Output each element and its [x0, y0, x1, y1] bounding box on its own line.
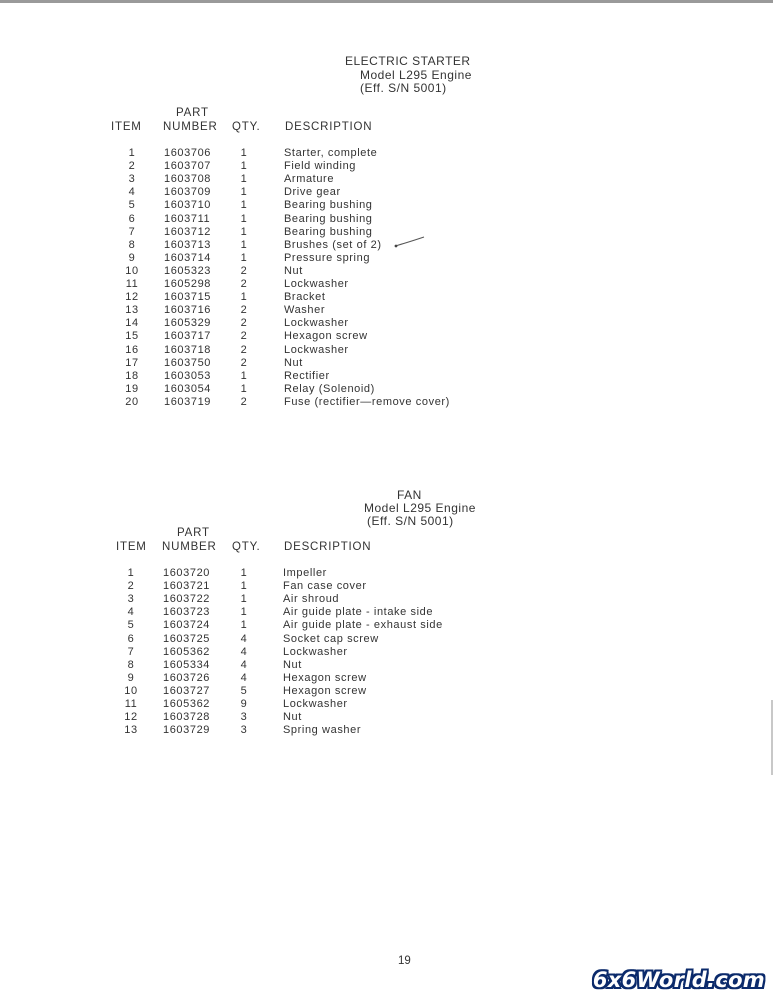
- item-number: 7: [127, 645, 135, 658]
- description: Bearing bushing: [284, 225, 373, 238]
- description: Lockwasher: [284, 317, 349, 330]
- description: Hexagon screw: [283, 684, 367, 697]
- watermark-logo: 6x6World.com: [592, 968, 765, 992]
- quantity: 1: [240, 186, 248, 199]
- quantity: 4: [240, 645, 248, 658]
- quantity: 2: [240, 356, 248, 369]
- quantity: 3: [240, 724, 248, 737]
- description: Pressure spring: [284, 251, 371, 264]
- fan-model: Model L295 Engine: [364, 501, 476, 515]
- description: Lockwasher: [284, 278, 349, 290]
- quantity: 9: [240, 698, 248, 710]
- starter-header-part: PART: [176, 107, 209, 119]
- table-row: [0, 304, 773, 317]
- quantity: 2: [240, 330, 248, 343]
- part-number: 1605298: [164, 278, 212, 290]
- item-number: 6: [128, 212, 136, 225]
- item-number: 13: [124, 724, 138, 737]
- item-number: 17: [125, 356, 139, 369]
- starter-header-number: NUMBER: [163, 121, 218, 133]
- item-number: 8: [128, 238, 136, 251]
- table-row: [0, 265, 773, 278]
- table-row: [0, 646, 773, 659]
- item-number: 3: [128, 173, 136, 186]
- item-number: 10: [124, 684, 138, 697]
- item-number: 14: [125, 317, 139, 330]
- part-number: 1603707: [164, 160, 212, 173]
- table-row: [0, 606, 773, 619]
- item-number: 12: [125, 291, 139, 304]
- quantity: 1: [240, 251, 248, 264]
- part-number: 1603719: [164, 395, 212, 408]
- table-row: [0, 672, 773, 685]
- part-number: 1603727: [163, 684, 211, 697]
- description: Nut: [284, 356, 303, 369]
- description: Starter, complete: [284, 147, 378, 159]
- quantity: 1: [240, 382, 248, 395]
- description: Rectifier: [284, 369, 330, 382]
- table-row: [0, 213, 773, 226]
- description: Air guide plate - intake side: [283, 606, 434, 619]
- part-number: 1603724: [163, 619, 211, 632]
- quantity: 1: [240, 619, 248, 632]
- table-row: [0, 698, 773, 711]
- table-row: [0, 147, 773, 160]
- quantity: 1: [240, 593, 248, 606]
- fan-header-description: DESCRIPTION: [284, 541, 372, 553]
- table-row: [0, 593, 773, 606]
- quantity: 1: [240, 160, 248, 173]
- description: Lockwasher: [283, 698, 348, 710]
- description: Hexagon screw: [284, 330, 368, 343]
- part-number: 1603709: [164, 186, 212, 199]
- table-row: [0, 291, 773, 304]
- quantity: 1: [240, 606, 248, 619]
- item-number: 2: [128, 160, 136, 173]
- starter-eff: (Eff. S/N 5001): [360, 81, 447, 95]
- item-number: 7: [128, 225, 136, 238]
- table-row: [0, 160, 773, 173]
- part-number: 1603717: [164, 330, 212, 343]
- item-number: 16: [125, 343, 139, 356]
- fan-eff: (Eff. S/N 5001): [367, 514, 454, 528]
- part-number: 1603721: [163, 580, 211, 593]
- table-row: [0, 396, 773, 409]
- table-row: [0, 173, 773, 186]
- item-number: 8: [127, 658, 135, 671]
- scan-edge-top: [0, 0, 773, 3]
- part-number: 1603729: [163, 724, 211, 737]
- table-row: [0, 330, 773, 343]
- table-row: [0, 685, 773, 698]
- table-row: [0, 370, 773, 383]
- starter-header-description: DESCRIPTION: [285, 121, 373, 133]
- description: Lockwasher: [284, 343, 349, 356]
- description: Air shroud: [283, 593, 340, 606]
- part-number: 1603716: [164, 304, 212, 317]
- table-row: [0, 199, 773, 212]
- fan-title: FAN: [397, 488, 422, 502]
- quantity: 1: [240, 225, 248, 238]
- description: Brushes (set of 2): [284, 238, 382, 251]
- quantity: 1: [240, 567, 248, 579]
- table-row: [0, 383, 773, 396]
- table-row: [0, 580, 773, 593]
- part-number: 1603714: [164, 251, 212, 264]
- part-number: 1603728: [163, 711, 211, 724]
- description: Nut: [283, 658, 302, 671]
- quantity: 4: [240, 671, 248, 684]
- item-number: 1: [127, 567, 135, 579]
- description: Armature: [284, 173, 335, 186]
- quantity: 4: [240, 632, 248, 645]
- pen-stroke-mark: [394, 236, 426, 250]
- item-number: 20: [125, 395, 139, 408]
- part-number: 1603712: [164, 225, 212, 238]
- item-number: 15: [125, 330, 139, 343]
- description: Bearing bushing: [284, 212, 373, 225]
- table-row: [0, 344, 773, 357]
- item-number: 11: [124, 698, 138, 710]
- part-number: 1603715: [164, 291, 212, 304]
- quantity: 1: [240, 147, 248, 159]
- part-number: 1605362: [163, 698, 211, 710]
- description: Relay (Solenoid): [284, 382, 375, 395]
- starter-title: ELECTRIC STARTER: [345, 54, 471, 68]
- quantity: 3: [240, 711, 248, 724]
- quantity: 5: [240, 684, 248, 697]
- description: Nut: [283, 711, 302, 724]
- item-number: 5: [128, 199, 136, 212]
- description: Bearing bushing: [284, 199, 373, 212]
- description: Nut: [284, 264, 303, 277]
- item-number: 10: [125, 264, 139, 277]
- quantity: 2: [240, 343, 248, 356]
- table-row: [0, 317, 773, 330]
- table-row: [0, 239, 773, 252]
- quantity: 2: [240, 264, 248, 277]
- part-number: 1603726: [163, 671, 211, 684]
- item-number: 6: [127, 632, 135, 645]
- item-number: 19: [125, 382, 139, 395]
- page-number: 19: [398, 955, 411, 967]
- part-number: 1603718: [164, 343, 212, 356]
- table-row: [0, 186, 773, 199]
- starter-model: Model L295 Engine: [360, 68, 472, 82]
- description: Socket cap screw: [283, 632, 379, 645]
- part-number: 1603710: [164, 199, 212, 212]
- part-number: 1603723: [163, 606, 211, 619]
- quantity: 2: [240, 278, 248, 290]
- description: Lockwasher: [283, 645, 348, 658]
- part-number: 1605323: [164, 264, 212, 277]
- quantity: 1: [240, 291, 248, 304]
- quantity: 1: [240, 238, 248, 251]
- fan-header-qty: QTY.: [232, 541, 261, 553]
- table-row: [0, 659, 773, 672]
- quantity: 1: [240, 199, 248, 212]
- part-number: 1603053: [164, 369, 212, 382]
- part-number: 1603720: [163, 567, 211, 579]
- fan-header-number: NUMBER: [162, 541, 217, 553]
- item-number: 1: [128, 147, 136, 159]
- item-number: 5: [127, 619, 135, 632]
- table-row: [0, 226, 773, 239]
- table-row: [0, 619, 773, 632]
- part-number: 1603750: [164, 356, 212, 369]
- quantity: 2: [240, 317, 248, 330]
- description: Spring washer: [283, 724, 362, 737]
- description: Air guide plate - exhaust side: [283, 619, 443, 632]
- description: Impeller: [283, 567, 327, 579]
- table-row: [0, 278, 773, 291]
- item-number: 9: [127, 671, 135, 684]
- quantity: 1: [240, 580, 248, 593]
- description: Fuse (rectifier—remove cover): [284, 395, 450, 408]
- description: Field winding: [284, 160, 357, 173]
- item-number: 18: [125, 369, 139, 382]
- table-row: [0, 567, 773, 580]
- part-number: 1603711: [164, 212, 211, 225]
- fan-header-item: ITEM: [116, 541, 147, 553]
- item-number: 11: [125, 278, 139, 290]
- quantity: 4: [240, 658, 248, 671]
- part-number: 1603725: [163, 632, 211, 645]
- description: Washer: [284, 304, 326, 317]
- starter-header-qty: QTY.: [232, 121, 261, 133]
- item-number: 4: [128, 186, 136, 199]
- item-number: 3: [127, 593, 135, 606]
- fan-header-part: PART: [177, 527, 210, 539]
- quantity: 2: [240, 395, 248, 408]
- description: Fan case cover: [283, 580, 367, 593]
- item-number: 12: [124, 711, 138, 724]
- part-number: 1603722: [163, 593, 211, 606]
- part-number: 1603054: [164, 382, 212, 395]
- table-row: [0, 724, 773, 737]
- starter-header-item: ITEM: [111, 121, 142, 133]
- quantity: 1: [240, 369, 248, 382]
- item-number: 13: [125, 304, 139, 317]
- description: Hexagon screw: [283, 671, 367, 684]
- part-number: 1605329: [164, 317, 212, 330]
- part-number: 1605334: [163, 658, 211, 671]
- quantity: 2: [240, 304, 248, 317]
- table-row: [0, 633, 773, 646]
- part-number: 1603713: [164, 238, 212, 251]
- item-number: 4: [127, 606, 135, 619]
- table-row: [0, 357, 773, 370]
- part-number: 1605362: [163, 645, 211, 658]
- description: Drive gear: [284, 186, 341, 199]
- description: Bracket: [284, 291, 326, 304]
- part-number: 1603706: [164, 147, 212, 159]
- table-row: [0, 711, 773, 724]
- part-number: 1603708: [164, 173, 212, 186]
- table-row: [0, 252, 773, 265]
- quantity: 1: [240, 173, 248, 186]
- item-number: 2: [127, 580, 135, 593]
- quantity: 1: [240, 212, 248, 225]
- item-number: 9: [128, 251, 136, 264]
